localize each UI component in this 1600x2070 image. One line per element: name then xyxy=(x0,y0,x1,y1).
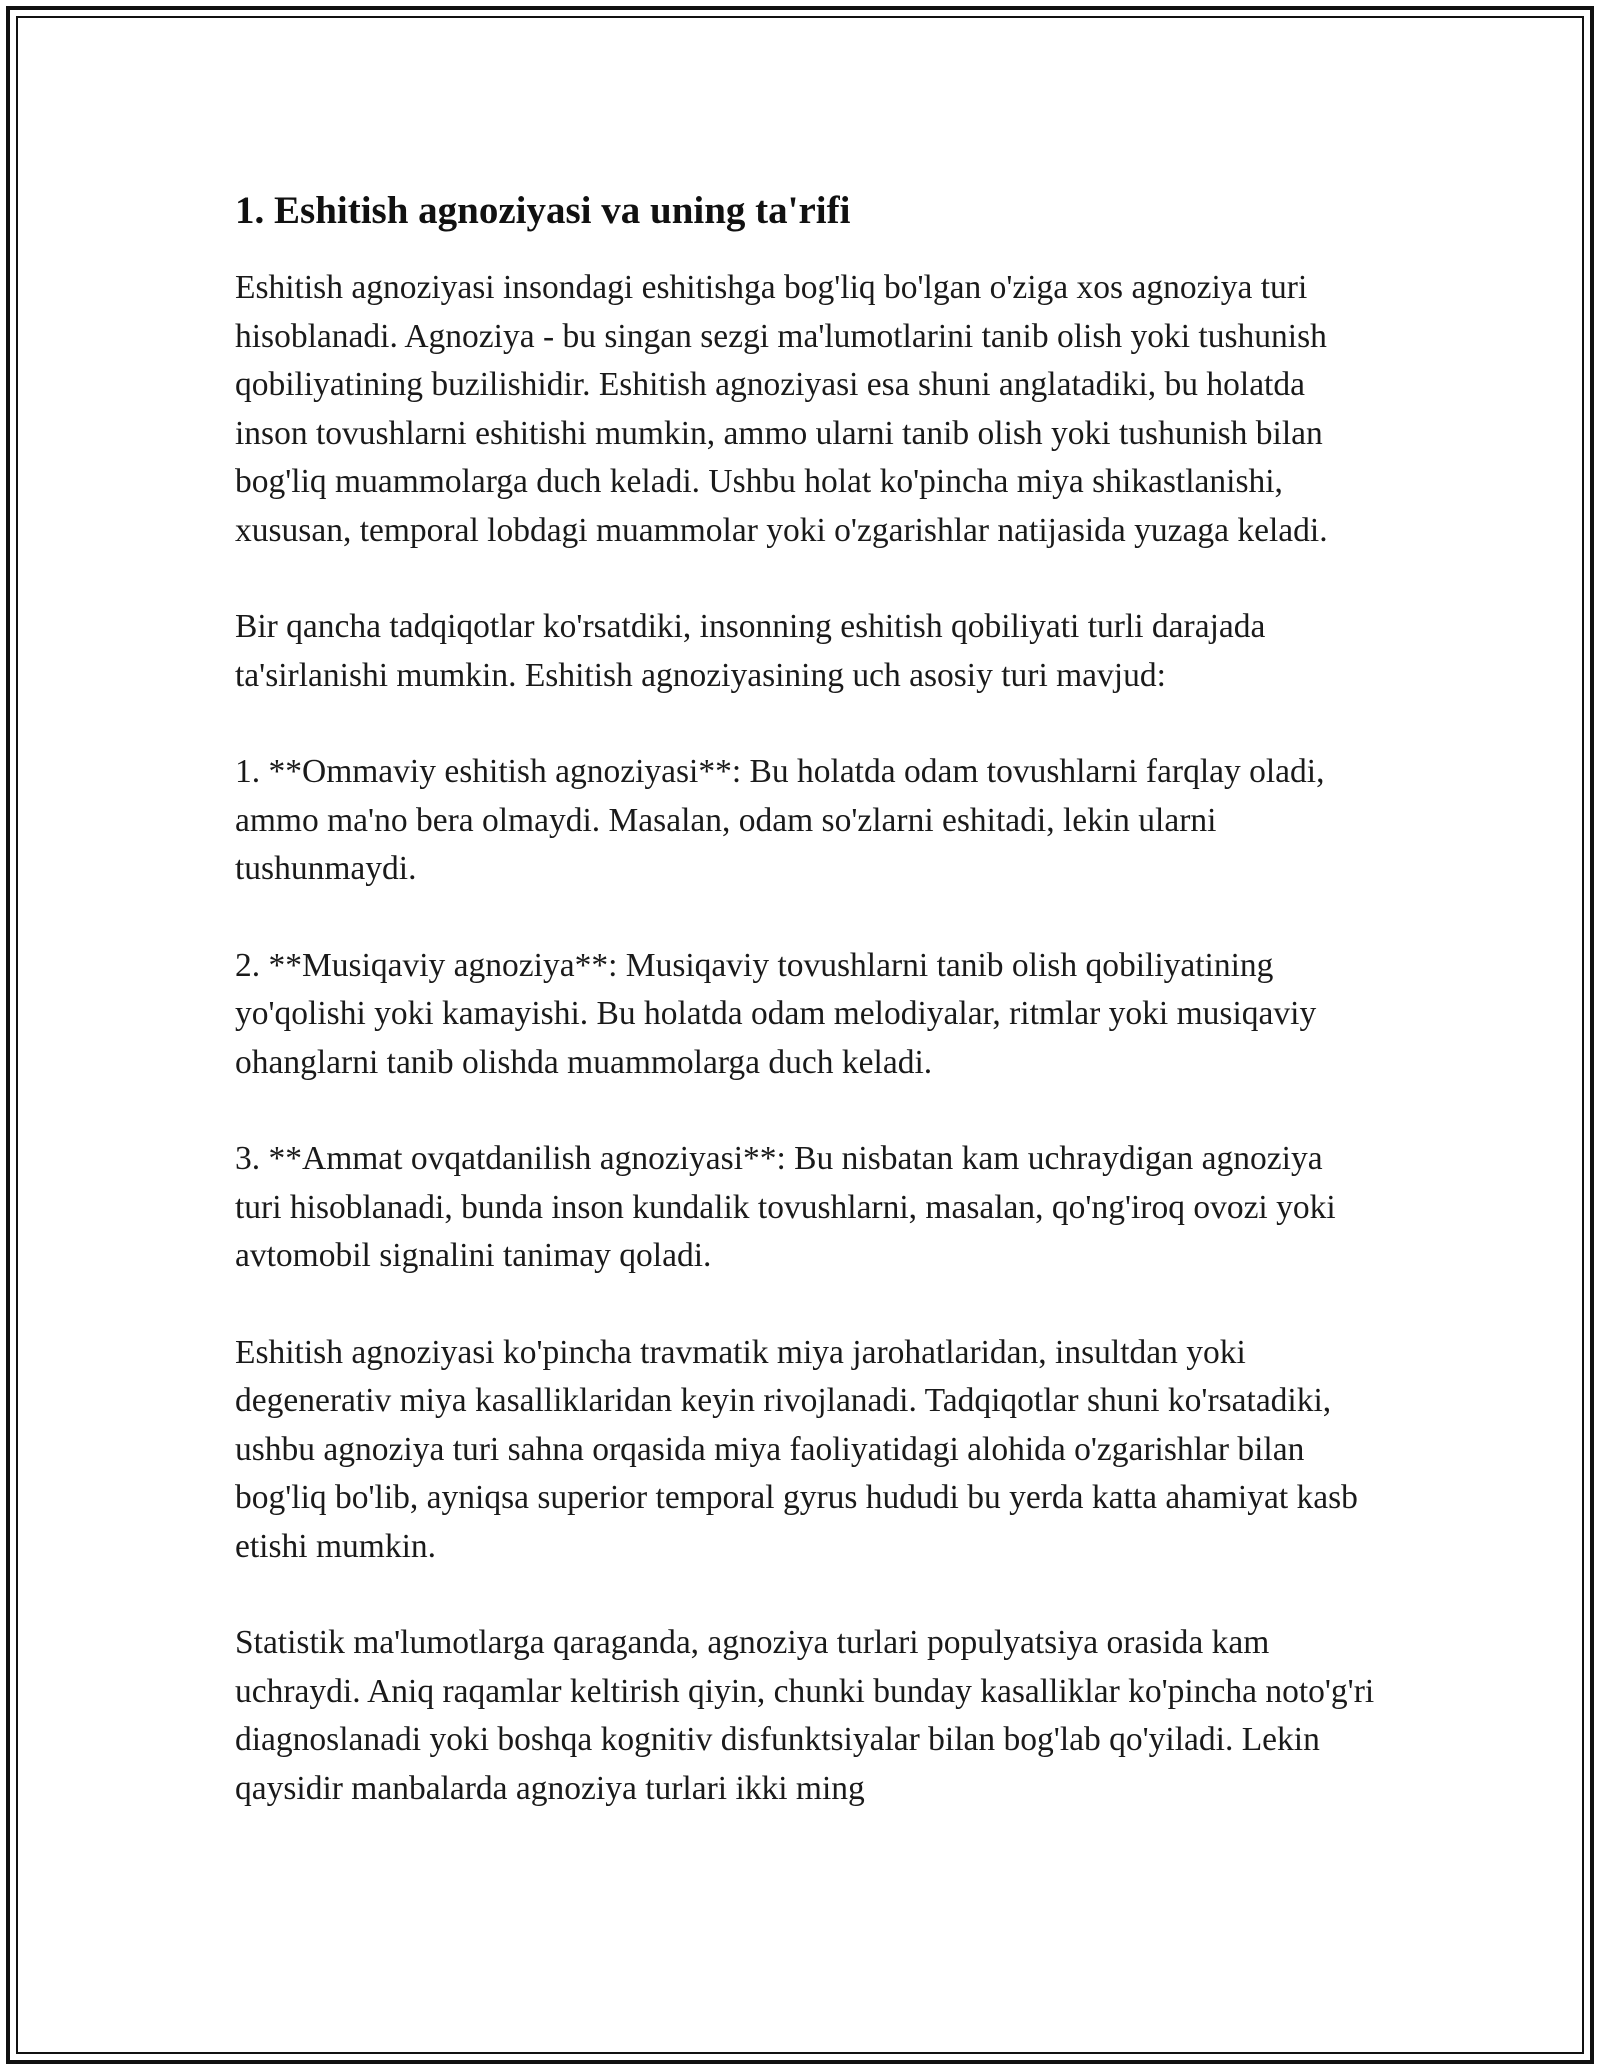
paragraph-causes: Eshitish agnoziyasi ko'pincha travmatik miya jarohatlaridan, insultdan yoki degenerativ miya kasalliklaridan keyin rivojlanadi. Tadqiqotlar shuni ko'rsatadiki, ushbu agnoziya turi sahna orqasida miya faoliyatidagi alohida o'zgarishlar bilan bog'liq bo'lib, ayniqsa superior temporal gyrus hududi bu yerda katta ahamiyat kasb etishi mumkin. xyxy=(235,1333,1358,1565)
document-body xyxy=(235,186,1375,1813)
list-item-type-2: 2. **Musiqaviy agnoziya**: Musiqaviy tovushlarni tanib olish qobiliyatining yo'qolishi yoki kamayishi. Bu holatda odam melodiyalar, ritmlar yoki musiqaviy ohanglarni tanib olishda muammolarga duch keladi. xyxy=(235,946,1317,1081)
list-item-type-1: 1. **Ommaviy eshitish agnoziyasi**: Bu holatda odam tovushlarni farqlay oladi, ammo ma'no bera olmaydi. Masalan, odam so'zlarni eshitadi, lekin ularni tushunmaydi. xyxy=(235,753,1325,887)
list-item-type-3: 3. **Ammat ovqatdanilish agnoziyasi**: Bu nisbatan kam uchraydigan agnoziya turi hisoblanadi, bunda inson kundalik tovushlarni, masalan, qo'ng'iroq ovozi yoki avtomobil signalini tanimay qoladi. xyxy=(235,1140,1336,1274)
paragraph-types-intro: Bir qancha tadqiqotlar ko'rsatdiki, insonning eshitish qobiliyati turli darajada ta'sirlanishi mumkin. Eshitish agnoziyasining uch asosiy turi mavjud: xyxy=(235,608,1266,694)
section-heading: 1. Eshitish agnoziyasi va uning ta'rifi xyxy=(235,189,851,232)
paragraph-definition: Eshitish agnoziyasi insondagi eshitishga bog'liq bo'lgan o'ziga xos agnoziya turi hisoblanadi. Agnoziya - bu singan sezgi ma'lumotlarini tanib olish yoki tushunish qobiliyatining buzilishidir. Eshitish agnoziyasi esa shuni anglatadiki, bu holatda inson tovushlarni eshitishi mumkin, ammo ularni tanib olish yoki tushunish bilan bog'liq muammolarga duch keladi. Ushbu holat ko'pincha miya shikastlanishi, xususan, temporal lobdagi muammolar yoki o'zgarishlar natijasida yuzaga keladi. xyxy=(235,269,1328,549)
paragraph-statistics: Statistik ma'lumotlarga qaraganda, agnoziya turlari populyatsiya orasida kam uchraydi. Aniq raqamlar keltirish qiyin, chunki bunday kasalliklar ko'pincha noto'g'ri diagnoslanadi yoki boshqa kognitiv disfunktsiyalar bilan bog'lab qo'yiladi. Lekin qaysidir manbalarda agnoziya turlari ikki ming xyxy=(235,1624,1375,1807)
